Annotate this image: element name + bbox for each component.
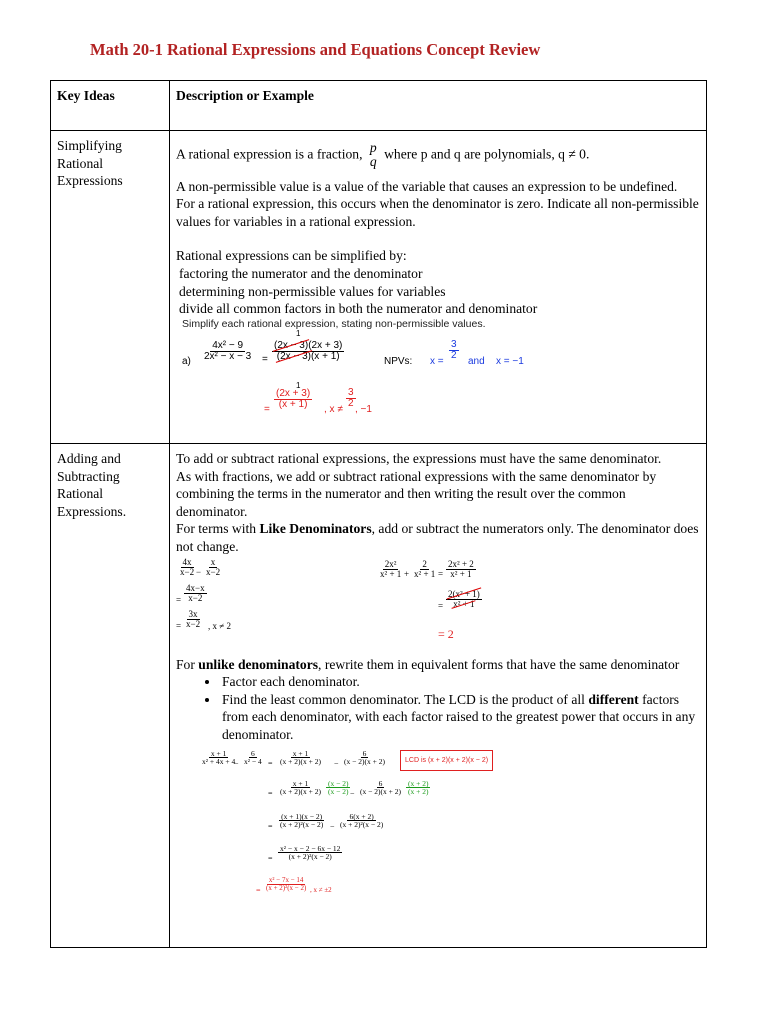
result-equals: =	[264, 403, 270, 415]
npv-x1: x =	[430, 355, 444, 367]
header-description: Description or Example	[170, 81, 707, 131]
desc-adding-subtracting	[170, 444, 707, 948]
equals-sign: =	[176, 620, 182, 631]
minus-sign: −	[330, 821, 335, 831]
u2-b-den: (x − 2)(x + 2)	[360, 787, 401, 797]
like-suffix: , add or subtract the numerators only. The denominator does not change.	[176, 521, 699, 554]
list-item: • Factor each denominator.	[220, 673, 699, 691]
cancel-top-mark: 1	[296, 328, 301, 338]
step-2: determining non-permissible values for variables	[179, 283, 446, 299]
example-denominator: 2x² − x − 3	[204, 351, 252, 363]
like-r-frac-c	[446, 560, 476, 580]
unlike-prefix: For	[176, 656, 195, 672]
u1-frac-b	[242, 750, 264, 767]
unlike-suffix: , rewrite them in equivalent forms that have the same denominator	[318, 656, 680, 672]
para-as-with-fractions: As with fractions, we add or subtract rational expressions with the same denominator by combining the terms in the numerator and then writing the result over the common denominator.	[176, 468, 657, 519]
table-row	[51, 444, 707, 948]
like-b-num: x	[210, 556, 216, 567]
like-frac-d	[184, 610, 202, 630]
u5-num: x² − 7x − 14	[268, 875, 304, 884]
u3-b-den: (x + 2)²(x − 2)	[340, 820, 384, 830]
u5-den: (x + 2)²(x − 2)	[266, 883, 307, 892]
concept-review-table	[50, 80, 707, 948]
result-fraction	[274, 389, 312, 411]
key-adding-subtracting: Adding and Subtracting Rational Expressions.	[51, 444, 170, 948]
u2-green-b	[406, 780, 430, 797]
like-frac-b	[204, 558, 222, 578]
like-b-den: x−2	[206, 567, 221, 577]
equals-sign: =	[438, 568, 444, 579]
u2-g-b-den: (x + 2)	[408, 787, 429, 797]
definition-prefix: A rational expression is a fraction,	[176, 146, 363, 162]
u3-a-den: (x + 2)²(x − 2)	[280, 820, 324, 830]
result-numerator: (2x + 3)	[276, 387, 311, 399]
u2-a-den: (x + 2)(x + 2)	[280, 787, 321, 797]
npv-label: NPVs:	[384, 355, 413, 367]
u2-g-a-den: (x − 2)	[328, 787, 349, 797]
unlike-steps-list	[176, 673, 699, 743]
example-fraction	[202, 341, 253, 363]
equals-sign: =	[176, 594, 182, 605]
like-prefix: For terms with	[176, 521, 257, 537]
unlike-denominator-example	[176, 750, 699, 910]
like-c-den: x−2	[188, 593, 203, 603]
like-r-b-num: 2	[422, 558, 427, 569]
u1-c-num: x + 1	[292, 748, 309, 758]
equals-sign: =	[262, 353, 268, 365]
minus-sign: −	[196, 566, 202, 577]
step-1: factoring the numerator and the denominator	[179, 265, 423, 281]
bullet2-bold: different	[588, 691, 639, 707]
u2-frac-a	[278, 780, 323, 797]
npv-numerator: 3	[451, 338, 457, 350]
equals-sign: =	[256, 885, 261, 895]
like-r-c-den: x² + 1	[450, 569, 472, 579]
result-cond-num: 3	[348, 386, 354, 398]
minus-sign: −	[350, 788, 355, 798]
worked-example-a	[176, 328, 699, 431]
u3-b-num: 6(x + 2)	[349, 811, 374, 821]
equals-sign: =	[268, 758, 273, 768]
like-r-frac-b	[412, 560, 437, 580]
equals-sign: =	[268, 853, 273, 863]
frac-p: p	[369, 140, 377, 155]
u1-d-num: 6	[362, 748, 367, 758]
like-r-d-den: x² + 1	[453, 599, 475, 609]
minus-sign: −	[334, 758, 339, 768]
npv-x2: x = −1	[496, 355, 524, 367]
u4-num: x² − x − 2 − 6x − 12	[280, 843, 341, 853]
u3-frac-b	[338, 813, 385, 830]
table-header-row	[51, 81, 707, 131]
like-c-num: 4x−x	[186, 582, 205, 593]
like-r-a-den: x² + 1	[380, 569, 402, 579]
definition-suffix: where p and q are polynomials, q ≠ 0.	[384, 146, 590, 162]
npv-three-halves	[449, 340, 459, 362]
like-frac-c	[184, 584, 207, 604]
equals-sign: =	[268, 821, 273, 831]
unlike-bold: unlike denominators	[198, 656, 319, 672]
frac-q: q	[369, 154, 377, 170]
result-condition: , x ≠	[324, 403, 343, 415]
u3-a-num: (x + 1)(x − 2)	[281, 811, 323, 821]
p-over-q-fraction	[368, 141, 379, 170]
u1-a-den: x² + 4x + 4	[202, 757, 236, 767]
u1-frac-a	[200, 750, 237, 767]
npv-denominator: 2	[451, 350, 457, 362]
simplify-intro: Rational expressions can be simplified by:	[176, 248, 407, 264]
factor-num-b: (2x + 3)	[308, 339, 343, 351]
u1-frac-c	[278, 750, 323, 767]
like-r-result: = 2	[438, 626, 454, 641]
minus-sign: −	[234, 758, 239, 768]
u4-den: (x + 2)²(x − 2)	[288, 852, 332, 862]
like-frac-a	[178, 558, 196, 578]
cancelled-factor-bottom: (2x − 3)	[276, 351, 311, 363]
page-title: Math 20-1 Rational Expressions and Equations Concept Review	[90, 40, 541, 59]
like-r-d-num: 2(x² + 1)	[448, 588, 480, 599]
u1-d-den: (x − 2)(x + 2)	[344, 757, 385, 767]
bullet2-prefix: Find the least common denominator. The LCD is the product of all	[222, 691, 585, 707]
u4-frac	[278, 845, 342, 862]
example-instruction: Simplify each rational expression, stating non-permissible values.	[182, 317, 486, 330]
equals-sign: =	[438, 600, 444, 611]
u2-g-b-num: (x + 2)	[408, 778, 429, 788]
para-same-denominator: To add or subtract rational expressions, the expressions must have the same denominator.	[176, 451, 662, 466]
header-key-ideas: Key Ideas	[51, 81, 170, 131]
table-row	[51, 131, 707, 444]
equals-sign: =	[268, 788, 273, 798]
like-r-frac-a	[378, 560, 403, 580]
para-unlike-denominators	[176, 656, 699, 674]
like-condition: , x ≠ 2	[208, 620, 231, 631]
u3-frac-a	[278, 813, 325, 830]
u1-b-den: x² − 4	[244, 757, 262, 767]
like-a-den: x−2	[180, 567, 195, 577]
result-denominator: (x + 1)	[278, 399, 308, 411]
u5-frac	[264, 877, 308, 893]
list-item	[220, 691, 699, 744]
u1-b-num: 6	[250, 748, 255, 758]
definition-line	[176, 141, 699, 170]
factor-den-b: (x + 1)	[310, 351, 340, 363]
u2-g-a-num: (x − 2)	[328, 778, 349, 788]
like-d-num: 3x	[188, 608, 198, 619]
u5-condition: , x ≠ ±2	[310, 885, 332, 894]
u2-b-num: 6	[378, 778, 383, 788]
u1-frac-d	[342, 750, 387, 767]
bullet2-suffix: factors from each denominator, with each factor raised to the greatest power that occurs in any denominator.	[222, 691, 696, 742]
like-a-num: 4x	[182, 556, 192, 567]
u1-c-den: (x + 2)(x + 2)	[280, 757, 321, 767]
like-r-b-den: x² + 1	[414, 569, 436, 579]
u1-a-num: x + 1	[210, 748, 227, 758]
u2-green-a	[326, 780, 350, 797]
u2-frac-b	[358, 780, 403, 797]
like-r-c-num: 2x² + 2	[448, 558, 474, 569]
like-bold: Like Denominators	[259, 521, 372, 537]
cancelled-factor-top: (2x − 3)	[274, 339, 309, 351]
para-like-denominators	[176, 520, 699, 555]
result-condition-tail: , −1	[355, 403, 372, 415]
like-r-frac-d	[446, 590, 482, 610]
like-r-a-num: 2x²	[384, 558, 397, 569]
like-denominator-examples	[176, 556, 699, 652]
example-numerator: 4x² − 9	[212, 339, 244, 351]
npv-definition: A non-permissible value is a value of the variable that causes an expression to be undefined. For a rational expression, this occurs when the denominator is zero. Indicate all non-permissible values for variables in a rational expression.	[176, 178, 699, 229]
cancel-bottom-mark: 1	[296, 380, 301, 390]
plus-sign: +	[404, 568, 410, 579]
result-cond-den: 2	[348, 398, 354, 410]
u2-a-num: x + 1	[292, 778, 309, 788]
example-label: a)	[182, 355, 191, 367]
key-simplifying: Simplifying Rational Expressions	[51, 131, 170, 444]
npv-and: and	[468, 355, 485, 367]
desc-simplifying	[170, 131, 707, 444]
factored-fraction	[272, 341, 344, 363]
like-d-den: x−2	[186, 619, 201, 629]
lcd-box: LCD is (x + 2)(x + 2)(x − 2)	[400, 750, 493, 772]
step-3: divide all common factors in both the numerator and denominator	[179, 301, 538, 317]
